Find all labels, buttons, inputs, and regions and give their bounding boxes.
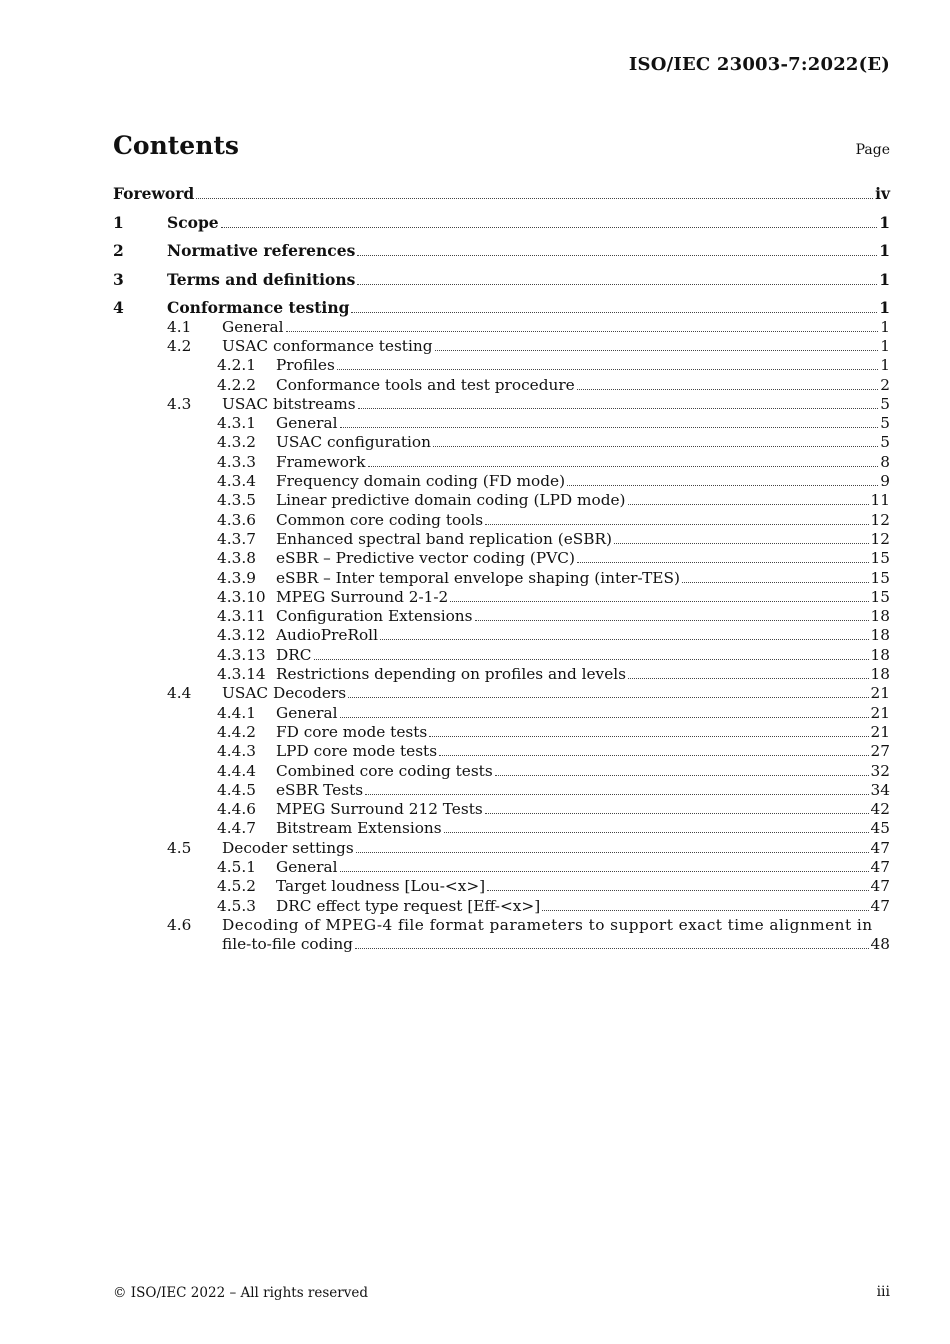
toc-entry[interactable]: [113, 858, 890, 877]
toc-entry-number: 4.4.6: [217, 800, 256, 819]
toc-entry-number: 4.2.1: [217, 356, 256, 375]
toc-entry[interactable]: [113, 549, 890, 568]
toc-entry-number: 4.4.2: [217, 722, 256, 741]
toc-entry-number: 4.5.2: [217, 877, 256, 896]
toc-entry-number: 4.4: [167, 684, 192, 703]
toc-entry-page: 18: [870, 645, 890, 664]
toc-entry-title: Frequency domain coding (FD mode): [276, 472, 566, 491]
toc-entry-title: eSBR – Predictive vector coding (PVC): [276, 549, 575, 568]
toc-entry-number: 4.3.6: [217, 510, 256, 529]
document-id-header: ISO/IEC 23003-7:2022(E): [628, 54, 890, 75]
toc-entry-page: 34: [870, 780, 890, 799]
toc-entry-title: Framework: [276, 452, 366, 471]
toc-dot-leader: [485, 524, 868, 525]
toc-dot-leader: [682, 582, 869, 583]
toc-entry[interactable]: [113, 270, 890, 289]
toc-entry-page: 15: [870, 568, 890, 587]
toc-entry-number: 4.4.4: [217, 761, 256, 780]
toc-entry-page: 21: [870, 684, 890, 703]
toc-entry-number: 4.3.10: [217, 587, 266, 606]
toc-entry-number: 4.3.5: [217, 491, 256, 510]
toc-dot-leader: [444, 832, 869, 833]
toc-entry[interactable]: [113, 704, 890, 723]
toc-dot-leader: [368, 466, 879, 467]
toc-entry-title: USAC conformance testing: [222, 336, 433, 355]
toc-entry[interactable]: [113, 588, 890, 607]
toc-entry-page: 11: [870, 491, 890, 510]
toc-dot-leader: [358, 408, 879, 409]
toc-entry[interactable]: [113, 781, 890, 800]
toc-entry[interactable]: [113, 723, 890, 742]
toc-entry-page: 21: [870, 722, 890, 741]
toc-entry-page: 2: [880, 375, 890, 394]
toc-dot-leader: [450, 601, 868, 602]
toc-entry-title: USAC Decoders: [222, 684, 347, 703]
toc-dot-leader: [542, 910, 868, 911]
toc-entry[interactable]: [113, 819, 890, 838]
toc-entry-page: 8: [880, 452, 890, 471]
toc-entry-number: 4.3.8: [217, 549, 256, 568]
toc-entry-title: Common core coding tools: [276, 510, 484, 529]
toc-entry-page: 1: [879, 212, 890, 232]
toc-entry-page: 1: [880, 317, 890, 336]
toc-entry-page: 5: [880, 433, 890, 452]
toc-dot-leader: [365, 794, 868, 795]
toc-dot-leader: [356, 852, 869, 853]
toc-entry-title: Conformance tools and test procedure: [276, 375, 575, 394]
toc-entry-number: 4: [113, 298, 124, 318]
toc-entry-number: 4.3.3: [217, 452, 256, 471]
toc-entry-title: Linear predictive domain coding (LPD mode): [276, 491, 626, 510]
toc-dot-leader: [351, 312, 877, 313]
toc-entry-number: 4.1: [167, 317, 192, 336]
toc-entry[interactable]: [113, 665, 890, 684]
toc-entry-title: Scope: [167, 212, 219, 232]
toc-entry-number: 1: [113, 212, 124, 232]
toc-entry[interactable]: [113, 453, 890, 472]
toc-entry-title: Enhanced spectral band replication (eSBR): [276, 529, 612, 548]
toc-entry-title: Restrictions depending on profiles and levels: [276, 665, 626, 684]
toc-entry-number: 4.5.3: [217, 896, 256, 915]
toc-entry-page: 9: [880, 472, 890, 491]
toc-entry-title: General: [222, 317, 284, 336]
toc-dot-leader: [577, 562, 869, 563]
toc-entry-page: 12: [870, 510, 890, 529]
toc-dot-leader: [495, 775, 869, 776]
toc-entry-page: 45: [870, 819, 890, 838]
toc-entry-page: 1: [879, 269, 890, 289]
toc-entry-number: 4.4.5: [217, 780, 256, 799]
toc-entry[interactable]: [113, 433, 890, 452]
toc-entry[interactable]: [113, 800, 890, 819]
toc-entry-title-continued: file-to-file coding: [222, 935, 353, 954]
toc-entry-number: 4.3.4: [217, 472, 256, 491]
toc-entry-title: eSBR Tests: [276, 780, 364, 799]
toc-entry-number: 4.4.7: [217, 819, 256, 838]
toc-entry-title: General: [276, 857, 338, 876]
toc-entry-page: 18: [870, 607, 890, 626]
toc-entry-title: DRC effect type request [Eff-<x>]: [276, 896, 541, 915]
toc-entry-page: 47: [870, 838, 890, 857]
toc-entry-page: 15: [870, 587, 890, 606]
toc-entry-page: 47: [870, 877, 890, 896]
toc-entry-page: 1: [880, 356, 890, 375]
toc-entry[interactable]: [113, 241, 890, 260]
toc-entry[interactable]: [113, 337, 890, 356]
toc-entry[interactable]: [113, 626, 890, 645]
toc-dot-leader: [196, 198, 873, 199]
toc-entry-page: 18: [870, 626, 890, 645]
toc-entry-page: iv: [875, 184, 890, 203]
toc-dot-leader: [487, 890, 868, 891]
toc-entry-number: 4.6: [167, 915, 192, 934]
toc-entry-number: 4.2: [167, 336, 192, 355]
toc-entry-title: Conformance testing: [167, 298, 350, 318]
toc-entry[interactable]: [113, 395, 890, 414]
table-of-contents: [113, 184, 890, 954]
toc-entry-page: 27: [870, 742, 890, 761]
toc-entry-title: USAC configuration: [276, 433, 431, 452]
toc-entry[interactable]: [113, 472, 890, 491]
toc-entry-number: 4.3.7: [217, 529, 256, 548]
toc-entry-title: Foreword: [113, 184, 195, 203]
toc-entry-title: FD core mode tests: [276, 722, 428, 741]
toc-entry-page: 42: [870, 800, 890, 819]
toc-entry-title: LPD core mode tests: [276, 742, 438, 761]
toc-dot-leader: [433, 446, 878, 447]
toc-dot-leader: [314, 659, 869, 660]
toc-entry[interactable]: [113, 318, 890, 337]
toc-entry-number: 4.5: [167, 838, 192, 857]
toc-entry-title: AudioPreRoll: [276, 626, 378, 645]
toc-dot-leader: [435, 350, 879, 351]
toc-dot-leader: [577, 389, 879, 390]
contents-title: Contents: [113, 131, 240, 160]
toc-entry-number: 4.3: [167, 394, 192, 413]
toc-entry[interactable]: [113, 213, 890, 232]
toc-entry-title: Bitstream Extensions: [276, 819, 442, 838]
toc-entry-title: eSBR – Inter temporal envelope shaping (inter-TES): [276, 568, 680, 587]
toc-entry-title: MPEG Surround 2-1-2: [276, 587, 449, 606]
toc-entry-page: 1: [879, 241, 890, 261]
toc-entry-page: 5: [880, 414, 890, 433]
toc-entry[interactable]: [113, 414, 890, 433]
toc-entry-title: Target loudness [Lou-<x>]: [276, 877, 486, 896]
toc-entry-title: MPEG Surround 212 Tests: [276, 800, 483, 819]
toc-entry-page: 15: [870, 549, 890, 568]
toc-entry-page: 5: [880, 394, 890, 413]
toc-dot-leader: [348, 697, 868, 698]
toc-entry[interactable]: [113, 897, 890, 916]
toc-entry-number: 4.3.14: [217, 665, 266, 684]
toc-entry-number: 4.3.13: [217, 645, 266, 664]
toc-entry[interactable]: [113, 877, 890, 896]
toc-dot-leader: [286, 331, 879, 332]
toc-dot-leader: [485, 813, 869, 814]
toc-dot-leader: [340, 871, 869, 872]
toc-dot-leader: [475, 620, 869, 621]
toc-entry-number: 4.4.3: [217, 742, 256, 761]
toc-entry-number: 2: [113, 241, 124, 261]
toc-entry-title: DRC: [276, 645, 312, 664]
toc-entry-title: Profiles: [276, 356, 335, 375]
toc-entry-title: General: [276, 414, 338, 433]
toc-dot-leader: [439, 755, 868, 756]
toc-dot-leader: [221, 227, 878, 228]
toc-entry-title: Terms and definitions: [167, 269, 356, 289]
toc-entry-page: 47: [870, 857, 890, 876]
toc-entry-page: 1: [879, 298, 890, 318]
toc-entry[interactable]: [113, 298, 890, 317]
footer-page-number: iii: [876, 1284, 890, 1300]
toc-entry-number: 4.4.1: [217, 703, 256, 722]
toc-entry-title: Normative references: [167, 241, 356, 261]
toc-dot-leader: [357, 284, 877, 285]
toc-entry-page: 12: [870, 529, 890, 548]
toc-entry-number: 4.3.1: [217, 414, 256, 433]
toc-entry-page: 1: [880, 336, 890, 355]
toc-entry[interactable]: [113, 376, 890, 395]
toc-entry[interactable]: [113, 530, 890, 549]
toc-dot-leader: [628, 504, 869, 505]
toc-entry-number: 3: [113, 269, 124, 289]
toc-entry-title: Combined core coding tests: [276, 761, 493, 780]
toc-entry-title: USAC bitstreams: [222, 394, 356, 413]
toc-entry-number: 4.2.2: [217, 375, 256, 394]
toc-entry[interactable]: [113, 356, 890, 375]
toc-entry-title: Decoder settings: [222, 838, 354, 857]
toc-dot-leader: [614, 543, 869, 544]
toc-dot-leader: [429, 736, 868, 737]
toc-entry-page: 21: [870, 703, 890, 722]
toc-entry-number: 4.3.11: [217, 607, 266, 626]
toc-entry[interactable]: [113, 184, 890, 203]
toc-entry-page: 18: [870, 665, 890, 684]
toc-entry[interactable]: [113, 511, 890, 530]
toc-entry-number: 4.3.2: [217, 433, 256, 452]
toc-dot-leader: [337, 369, 878, 370]
toc-entry[interactable]: [113, 569, 890, 588]
toc-entry[interactable]: [113, 742, 890, 761]
toc-dot-leader: [340, 427, 879, 428]
toc-entry-title: Decoding of MPEG-4 file format parameters to support exact time alignment in: [222, 915, 873, 934]
toc-entry-number: 4.3.12: [217, 626, 266, 645]
toc-entry[interactable]: [113, 607, 890, 626]
toc-entry-page: 48: [870, 935, 890, 954]
toc-entry-page: 47: [870, 896, 890, 915]
toc-dot-leader: [355, 948, 869, 949]
toc-entry-page: 32: [870, 761, 890, 780]
toc-entry-number: 4.5.1: [217, 857, 256, 876]
toc-dot-leader: [567, 485, 878, 486]
toc-entry[interactable]: [113, 839, 890, 858]
toc-entry-title: General: [276, 703, 338, 722]
toc-dot-leader: [340, 717, 869, 718]
footer-copyright: © ISO/IEC 2022 – All rights reserved: [113, 1285, 368, 1301]
toc-entry[interactable]: [113, 916, 890, 955]
toc-entry-title: Configuration Extensions: [276, 607, 473, 626]
toc-dot-leader: [357, 255, 877, 256]
toc-entry-number: 4.3.9: [217, 568, 256, 587]
toc-entry[interactable]: [113, 491, 890, 510]
toc-dot-leader: [628, 678, 869, 679]
toc-entry[interactable]: [113, 646, 890, 665]
toc-dot-leader: [380, 639, 869, 640]
toc-entry[interactable]: [113, 684, 890, 703]
page-column-label: Page: [855, 142, 890, 158]
toc-entry[interactable]: [113, 762, 890, 781]
